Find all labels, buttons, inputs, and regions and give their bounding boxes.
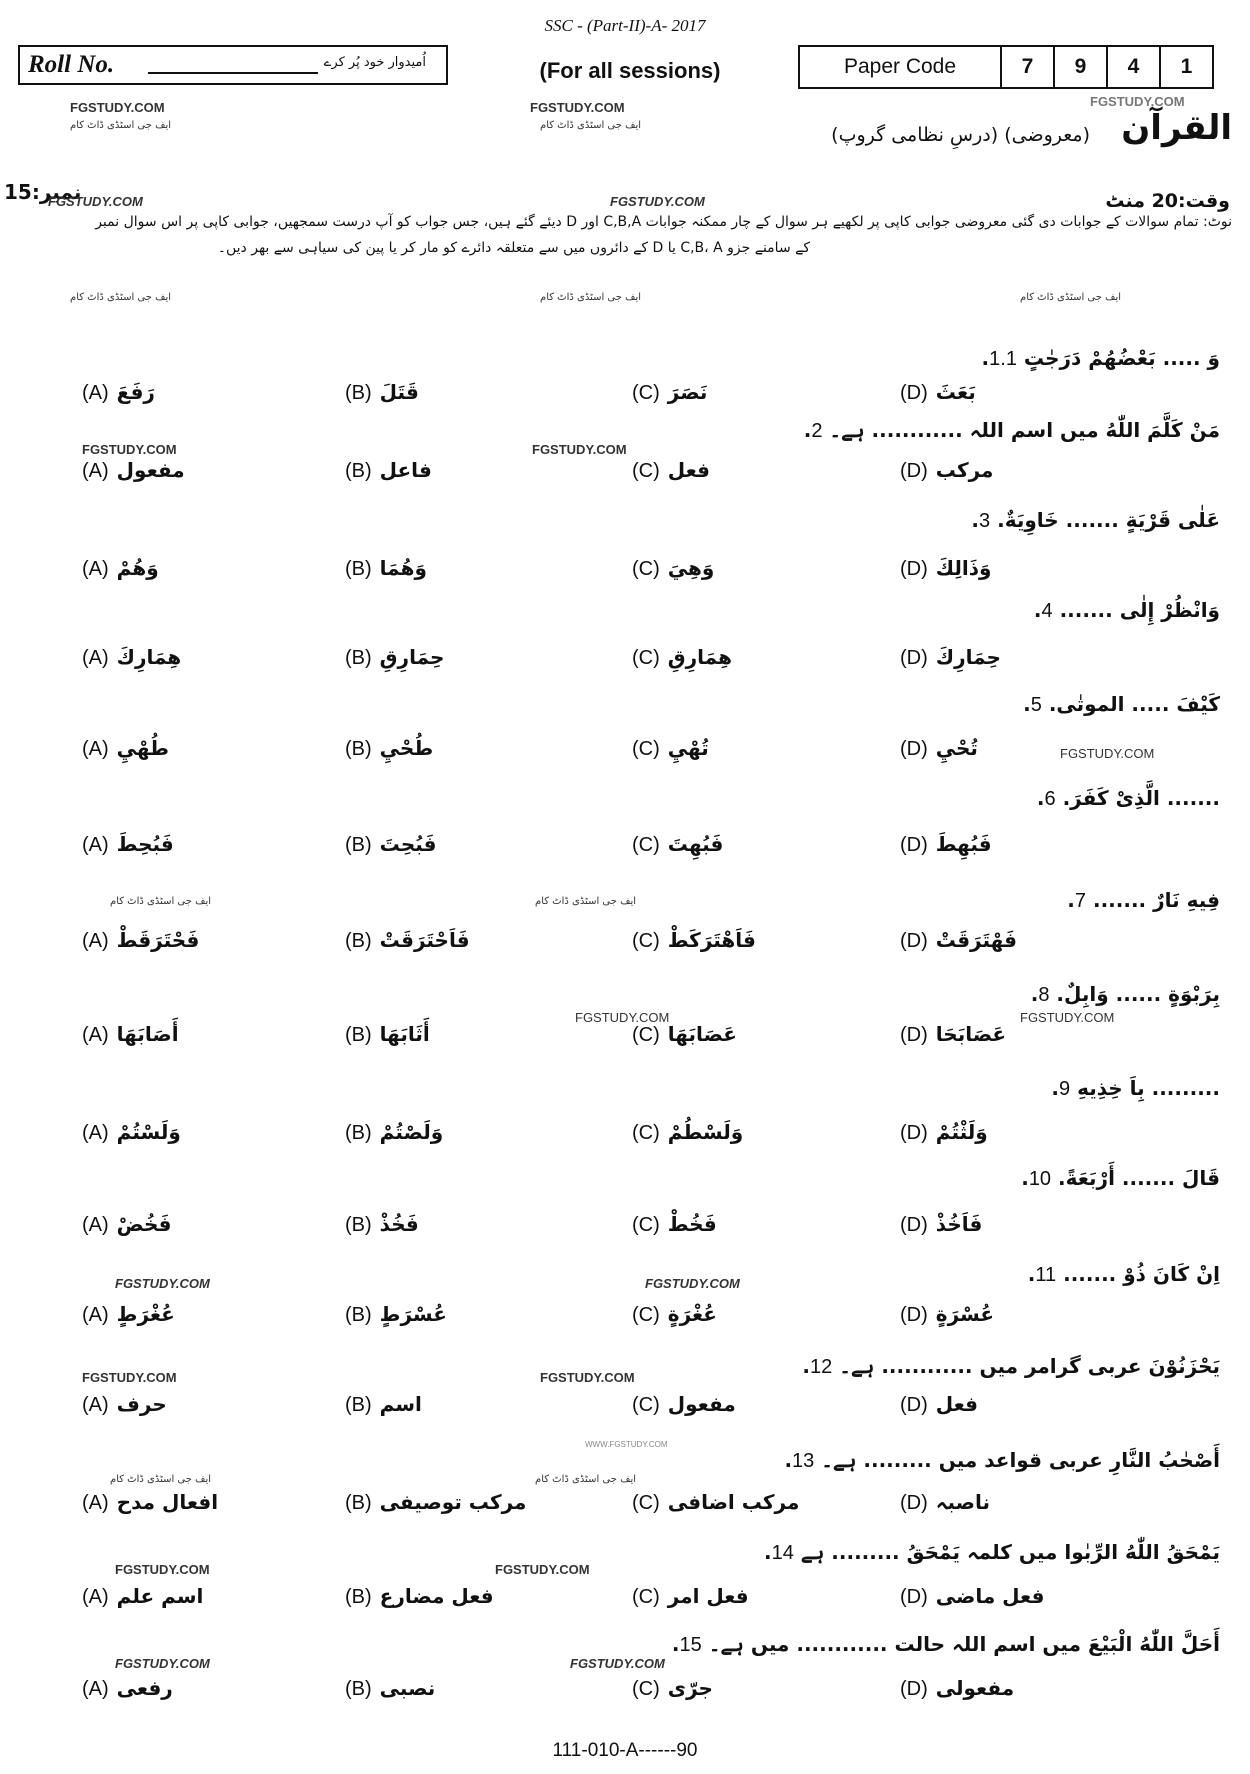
- option-text: وَلَسْطُمْ: [667, 1120, 744, 1144]
- option-d[interactable]: (D) فَبُهِطَ: [900, 832, 992, 856]
- option-d[interactable]: (D) تُحْيِ: [900, 736, 978, 760]
- option-text: فعل ماضی: [935, 1584, 1045, 1608]
- sessions-label: (For all sessions): [539, 58, 721, 83]
- option-c[interactable]: (C) فعل: [632, 458, 711, 482]
- watermark: FGSTUDY.COM: [48, 194, 143, 209]
- watermark: FGSTUDY.COM: [1020, 1010, 1115, 1025]
- option-text: وَلَثْتُمْ: [935, 1120, 988, 1144]
- option-d[interactable]: (D) وَلَثْتُمْ: [900, 1120, 988, 1144]
- subject-title: القرآن: [1121, 108, 1232, 148]
- option-text: عَصَابَحَا: [935, 1022, 1007, 1046]
- option-c[interactable]: (C) فعل امر: [632, 1584, 749, 1608]
- question-text: اِنْ كَانَ ذُوْ .......: [1063, 1262, 1220, 1286]
- total-marks: نمبر:15: [4, 180, 82, 204]
- question-text: كَيْفَ ..... الموتٰى.: [1048, 692, 1220, 716]
- option-text: وَلَسْتُمْ: [116, 1120, 181, 1144]
- option-a[interactable]: (A) هِمَارِكَ: [82, 645, 182, 669]
- option-text: طُحْيِ: [379, 736, 434, 760]
- option-text: فَهْتَرَقَتْ: [935, 928, 1017, 952]
- option-c[interactable]: (C) تُهْيِ: [632, 736, 709, 760]
- option-text: فَحْتَرَقَطْ: [116, 928, 200, 952]
- option-text: وَلَصْتُمْ: [379, 1120, 444, 1144]
- watermark-urdu: ایف جی اسٹڈی ڈاٹ کام: [540, 120, 642, 131]
- question-number: 10: [1028, 1168, 1052, 1190]
- question-text: وَانْظُرْ إِلٰى .......: [1059, 598, 1220, 622]
- option-a[interactable]: (A) رَفَعَ: [82, 380, 155, 404]
- watermark-urdu: ایف جی اسٹڈی ڈاٹ کام: [110, 896, 212, 907]
- paper-code-digit: 4: [1108, 47, 1161, 87]
- option-a[interactable]: (A) فَبُحِطَ: [82, 832, 174, 856]
- option-text: فَاَهْتَرَكَطْ: [667, 928, 756, 952]
- watermark: FGSTUDY.COM: [495, 1562, 590, 1577]
- option-a[interactable]: (A) فَخُضْ: [82, 1212, 172, 1236]
- option-b[interactable]: (B) قَتَلَ: [345, 380, 419, 404]
- option-text: مفعول: [667, 1392, 736, 1416]
- option-d[interactable]: (D) عَصَابَحَا: [900, 1022, 1007, 1046]
- question-13: أَصْحٰبُ النَّارِ عربی قواعد میں ......... ہے۔ 13.: [784, 1448, 1220, 1472]
- option-text: فعل امر: [667, 1584, 749, 1608]
- option-text: جرّی: [667, 1676, 713, 1700]
- question-number: 4: [1041, 600, 1053, 622]
- option-d[interactable]: (D) حِمَارِكَ: [900, 645, 1001, 669]
- option-text: فعل: [935, 1392, 979, 1416]
- option-text: تُهْيِ: [667, 736, 709, 760]
- paper-code-label: Paper Code: [800, 47, 1002, 87]
- option-text: وَذَالِكَ: [935, 556, 992, 580]
- option-text: أَثَابَهَا: [379, 1022, 430, 1046]
- option-text: طُهْيِ: [116, 736, 169, 760]
- option-a[interactable]: (A) طُهْيِ: [82, 736, 169, 760]
- watermark: FGSTUDY.COM: [532, 442, 627, 457]
- option-text: اسم علم: [116, 1584, 204, 1608]
- option-text: فَبُحِطَ: [116, 832, 174, 856]
- option-text: قَتَلَ: [379, 380, 419, 404]
- option-text: وَهُمَا: [379, 556, 427, 580]
- option-text: حِمَارِكَ: [935, 645, 1001, 669]
- watermark: FGSTUDY.COM: [645, 1276, 740, 1291]
- watermark: FGSTUDY.COM: [70, 100, 165, 115]
- option-text: مرکب اضافی: [667, 1490, 800, 1514]
- option-text: فَبُهِتَ: [667, 832, 724, 856]
- option-b[interactable]: (B) فاعل: [345, 458, 432, 482]
- question-number: 14: [771, 1542, 794, 1564]
- paper-code-digit: 7: [1002, 47, 1055, 87]
- question-number: 12: [810, 1356, 833, 1378]
- watermark: FGSTUDY.COM: [1060, 746, 1155, 761]
- watermark: FGSTUDY.COM: [115, 1276, 210, 1291]
- option-a[interactable]: (A) وَلَسْتُمْ: [82, 1120, 181, 1144]
- option-b[interactable]: (B) عُسْرَطٍ: [345, 1302, 447, 1326]
- option-c[interactable]: (C) جرّی: [632, 1676, 713, 1700]
- subject-subtitle: (معروضی) (درسِ نظامی گروپ): [831, 124, 1090, 146]
- watermark: FGSTUDY.COM: [610, 194, 705, 209]
- option-text: فَبُحِتَ: [379, 832, 437, 856]
- option-text: عُسْرَةٍ: [935, 1302, 995, 1326]
- question-9: ......... بِاَ خِذِيهِ 9.: [1051, 1076, 1220, 1100]
- option-c[interactable]: (C) مرکب اضافی: [632, 1490, 800, 1514]
- option-a[interactable]: (A) أَصَابَهَا: [82, 1022, 179, 1046]
- question-number: 8: [1038, 984, 1050, 1006]
- option-text: نَصَرَ: [667, 380, 708, 404]
- question-text: يَحْزَنُوْنَ عربی گرامر میں ............ ہے۔: [839, 1354, 1220, 1378]
- question-number: 13: [792, 1450, 815, 1472]
- question-text: قَالَ ....... أَرْبَعَةً.: [1058, 1166, 1220, 1190]
- question-8: بِرَبْوَةٍ ...... وَابِلٌ. 8.: [1030, 982, 1220, 1006]
- option-b[interactable]: (B) نصبی: [345, 1676, 436, 1700]
- option-text: وَهِيَ: [667, 556, 715, 580]
- option-a[interactable]: (A) رفعی: [82, 1676, 173, 1700]
- option-c[interactable]: (C) نَصَرَ: [632, 380, 708, 404]
- question-number: 1.1: [989, 348, 1017, 370]
- option-text: أَصَابَهَا: [116, 1022, 179, 1046]
- question-number: 7: [1074, 890, 1086, 912]
- option-c[interactable]: (C) مفعول: [632, 1392, 736, 1416]
- option-text: فَبُهِطَ: [935, 832, 992, 856]
- question-number: 15: [679, 1634, 702, 1656]
- watermark-urdu: ایف جی اسٹڈی ڈاٹ کام: [535, 896, 637, 907]
- option-d[interactable]: (D) وَذَالِكَ: [900, 556, 992, 580]
- option-c[interactable]: (C) وَلَسْطُمْ: [632, 1120, 744, 1144]
- instructions-line-1: نوٹ: تمام سوالات کے جوابات دی گئی معروضی جوابی کاپی پر لکھیے ہر سوال کے چار ممکنہ جوابات C,B,A اور D دیئے گئے ہیں، جس جواب کو آپ درست سمجھیں، جوابی کاپی پر اس سوال نمبر: [95, 214, 1232, 230]
- option-b[interactable]: (B) وَهُمَا: [345, 556, 427, 580]
- watermark: FGSTUDY.COM: [115, 1562, 210, 1577]
- question-number: 2: [811, 420, 823, 442]
- question-number: 5: [1030, 694, 1042, 716]
- option-text: عُسْرَطٍ: [379, 1302, 447, 1326]
- option-text: تُحْيِ: [935, 736, 978, 760]
- option-text: فَخُذْ: [379, 1212, 419, 1236]
- question-text: ....... الَّذِىْ كَفَرَ.: [1062, 786, 1220, 810]
- question-11: اِنْ كَانَ ذُوْ ....... 11.: [1027, 1262, 1220, 1286]
- option-text: مفعولی: [935, 1676, 1015, 1700]
- paper-code-digit: 9: [1055, 47, 1108, 87]
- option-text: فَخُطْ: [667, 1212, 717, 1236]
- option-text: فَخُضْ: [116, 1212, 172, 1236]
- option-text: ناصبہ: [935, 1490, 990, 1514]
- watermark: FGSTUDY.COM: [575, 1010, 670, 1025]
- option-c[interactable]: (C) فَخُطْ: [632, 1212, 717, 1236]
- watermark-urdu: ایف جی اسٹڈی ڈاٹ کام: [535, 1474, 637, 1485]
- option-c[interactable]: (C) وَهِيَ: [632, 556, 715, 580]
- option-text: مفعول: [116, 458, 185, 482]
- option-a[interactable]: (A) حرف: [82, 1392, 167, 1416]
- question-text: وَ ..... بَعْضُهُمْ دَرَجٰتٍ: [1023, 346, 1220, 370]
- roll-number-label: Roll No.: [28, 51, 115, 78]
- option-b[interactable]: (B) فَبُحِتَ: [345, 832, 437, 856]
- option-text: فاعل: [379, 458, 432, 482]
- watermark: WWW.FGSTUDY.COM: [585, 1440, 668, 1449]
- question-text: فِيهِ نَارٌ .......: [1092, 888, 1220, 912]
- option-text: عُغْرَطٍ: [116, 1302, 175, 1326]
- question-number: 9: [1058, 1078, 1071, 1100]
- option-text: افعال مدح: [116, 1490, 219, 1514]
- option-text: اسم: [379, 1392, 422, 1416]
- watermark: FGSTUDY.COM: [570, 1656, 665, 1671]
- option-d[interactable]: (D) بَعَثَ: [900, 380, 976, 404]
- option-a[interactable]: (A) وَهُمْ: [82, 556, 159, 580]
- watermark: FGSTUDY.COM: [82, 1370, 177, 1385]
- exam-subtitle: SSC - (Part-II)-A- 2017: [544, 16, 706, 35]
- question-text: أَحَلَّ اللّٰهُ الْبَيْعَ میں اسم اللہ حالت ............ میں ہے۔: [708, 1632, 1220, 1656]
- watermark: FGSTUDY.COM: [530, 100, 625, 115]
- option-c[interactable]: (C) فَاَهْتَرَكَطْ: [632, 928, 756, 952]
- option-d[interactable]: (D) مفعولی: [900, 1676, 1015, 1700]
- option-text: فعل: [667, 458, 711, 482]
- option-b[interactable]: (B) مرکب توصیفی: [345, 1490, 527, 1514]
- option-text: هِمَارِقِ: [667, 645, 732, 669]
- option-text: وَهُمْ: [116, 556, 159, 580]
- option-text: عَصَابَهَا: [667, 1022, 737, 1046]
- roll-number-box: [18, 45, 448, 85]
- instructions-line-2: کے سامنے جزو C,B، A یا D کے دائروں میں سے متعلقہ دائرے کو مار کر یا پین کی سیاہی سے بھر دیں۔: [217, 240, 810, 256]
- paper-code-digit: 1: [1180, 55, 1193, 78]
- option-text: مرکب توصیفی: [379, 1490, 527, 1514]
- option-text: هِمَارِكَ: [116, 645, 182, 669]
- option-text: حرف: [116, 1392, 167, 1416]
- paper-footer-code: 111-010-A------90: [552, 1740, 698, 1761]
- option-a[interactable]: (A) مفعول: [82, 458, 185, 482]
- option-text: عُغْرَةٍ: [667, 1302, 717, 1326]
- option-text: حِمَارِقِ: [379, 645, 445, 669]
- question-7: فِيهِ نَارٌ ....... 7.: [1067, 888, 1220, 912]
- question-number: 6: [1044, 788, 1056, 810]
- question-number: 11: [1035, 1264, 1057, 1286]
- option-c[interactable]: (C) هِمَارِقِ: [632, 645, 732, 669]
- option-a[interactable]: (A) افعال مدح: [82, 1490, 219, 1514]
- option-b[interactable]: (B) أَثَابَهَا: [345, 1022, 430, 1046]
- paper-code-box: [798, 45, 1214, 89]
- option-c[interactable]: (C) عَصَابَهَا: [632, 1022, 737, 1046]
- option-text: بَعَثَ: [935, 380, 976, 404]
- option-b[interactable]: (B) فَخُذْ: [345, 1212, 419, 1236]
- option-a[interactable]: (A) عُغْرَطٍ: [82, 1302, 175, 1326]
- option-d[interactable]: (D) فَهْتَرَقَتْ: [900, 928, 1017, 952]
- question-3: عَلٰى قَرْيَةٍ ....... خَاوِيَةٌ. 3.: [971, 508, 1220, 532]
- option-a[interactable]: (A) فَحْتَرَقَطْ: [82, 928, 200, 952]
- question-text: بِرَبْوَةٍ ...... وَابِلٌ.: [1056, 982, 1220, 1006]
- question-6: ....... الَّذِىْ كَفَرَ. 6.: [1036, 786, 1220, 810]
- option-c[interactable]: (C) عُغْرَةٍ: [632, 1302, 717, 1326]
- question-text: يَمْحَقُ اللّٰهُ الرِّبٰوا میں کلمہ يَمْحَقُ ......... ہے: [800, 1540, 1220, 1564]
- option-d[interactable]: (D) عُسْرَةٍ: [900, 1302, 995, 1326]
- question-4: وَانْظُرْ إِلٰى ....... 4.: [1033, 598, 1220, 622]
- question-12: يَحْزَنُوْنَ عربی گرامر میں ............ ہے۔ 12.: [802, 1354, 1220, 1378]
- question-text: ......... بِاَ خِذِيهِ: [1077, 1076, 1220, 1100]
- watermark-urdu: ایف جی اسٹڈی ڈاٹ کام: [110, 1474, 212, 1485]
- option-text: مرکب: [935, 458, 994, 482]
- option-b[interactable]: (B) فعل مضارع: [345, 1584, 494, 1608]
- question-text: عَلٰى قَرْيَةٍ ....... خَاوِيَةٌ.: [997, 508, 1220, 532]
- option-text: فعل مضارع: [379, 1584, 494, 1608]
- option-text: رَفَعَ: [116, 380, 155, 404]
- question-1: وَ ..... بَعْضُهُمْ دَرَجٰتٍ 1.1.: [981, 346, 1220, 370]
- question-text: أَصْحٰبُ النَّارِ عربی قواعد میں ......... ہے۔: [821, 1448, 1220, 1472]
- question-15: أَحَلَّ اللّٰهُ الْبَيْعَ میں اسم اللہ حالت ............ میں ہے۔ 15.: [671, 1632, 1220, 1656]
- question-10: قَالَ ....... أَرْبَعَةً. 10.: [1021, 1166, 1220, 1190]
- question-number: 3: [979, 510, 991, 532]
- option-b[interactable]: (B) اسم: [345, 1392, 422, 1416]
- option-text: رفعی: [116, 1676, 173, 1700]
- watermark: FGSTUDY.COM: [115, 1656, 210, 1671]
- option-b[interactable]: (B) حِمَارِقِ: [345, 645, 445, 669]
- watermark-urdu: ایف جی اسٹڈی ڈاٹ کام: [70, 292, 172, 303]
- watermark: FGSTUDY.COM: [540, 1370, 635, 1385]
- roll-number-line: [148, 72, 318, 74]
- option-d[interactable]: (D) فعل ماضی: [900, 1584, 1045, 1608]
- option-b[interactable]: (B) فَاَحْتَرَقَتْ: [345, 928, 470, 952]
- option-c[interactable]: (C) فَبُهِتَ: [632, 832, 724, 856]
- option-b[interactable]: (B) طُحْيِ: [345, 736, 434, 760]
- watermark-urdu: ایف جی اسٹڈی ڈاٹ کام: [1020, 292, 1122, 303]
- option-d[interactable]: (D) ناصبہ: [900, 1490, 990, 1514]
- watermark-urdu: ایف جی اسٹڈی ڈاٹ کام: [540, 292, 642, 303]
- watermark: FGSTUDY.COM: [1090, 94, 1185, 109]
- option-b[interactable]: (B) وَلَصْتُمْ: [345, 1120, 444, 1144]
- question-5: كَيْفَ ..... الموتٰى. 5.: [1023, 692, 1220, 716]
- option-text: فَاَحْتَرَقَتْ: [379, 928, 470, 952]
- option-d[interactable]: (D) فَاَخُذْ: [900, 1212, 983, 1236]
- option-a[interactable]: (A) اسم علم: [82, 1584, 204, 1608]
- time-allowed: وقت:20 منٹ: [1105, 190, 1230, 212]
- question-text: مَنْ كَلَّمَ اللّٰهُ میں اسم اللہ ............ ہے۔: [829, 418, 1220, 442]
- roll-instruction: اُمیدوار خود پُر کرے: [323, 55, 426, 70]
- watermark-urdu: ایف جی اسٹڈی ڈاٹ کام: [70, 120, 172, 131]
- option-d[interactable]: (D) فعل: [900, 1392, 979, 1416]
- option-d[interactable]: (D) مرکب: [900, 458, 994, 482]
- watermark: FGSTUDY.COM: [82, 442, 177, 457]
- question-2: مَنْ كَلَّمَ اللّٰهُ میں اسم اللہ ............ ہے۔ 2.: [803, 418, 1220, 442]
- option-text: نصبی: [379, 1676, 436, 1700]
- option-text: فَاَخُذْ: [935, 1212, 983, 1236]
- question-14: يَمْحَقُ اللّٰهُ الرِّبٰوا میں کلمہ يَمْحَقُ ......... ہے 14.: [764, 1540, 1220, 1564]
